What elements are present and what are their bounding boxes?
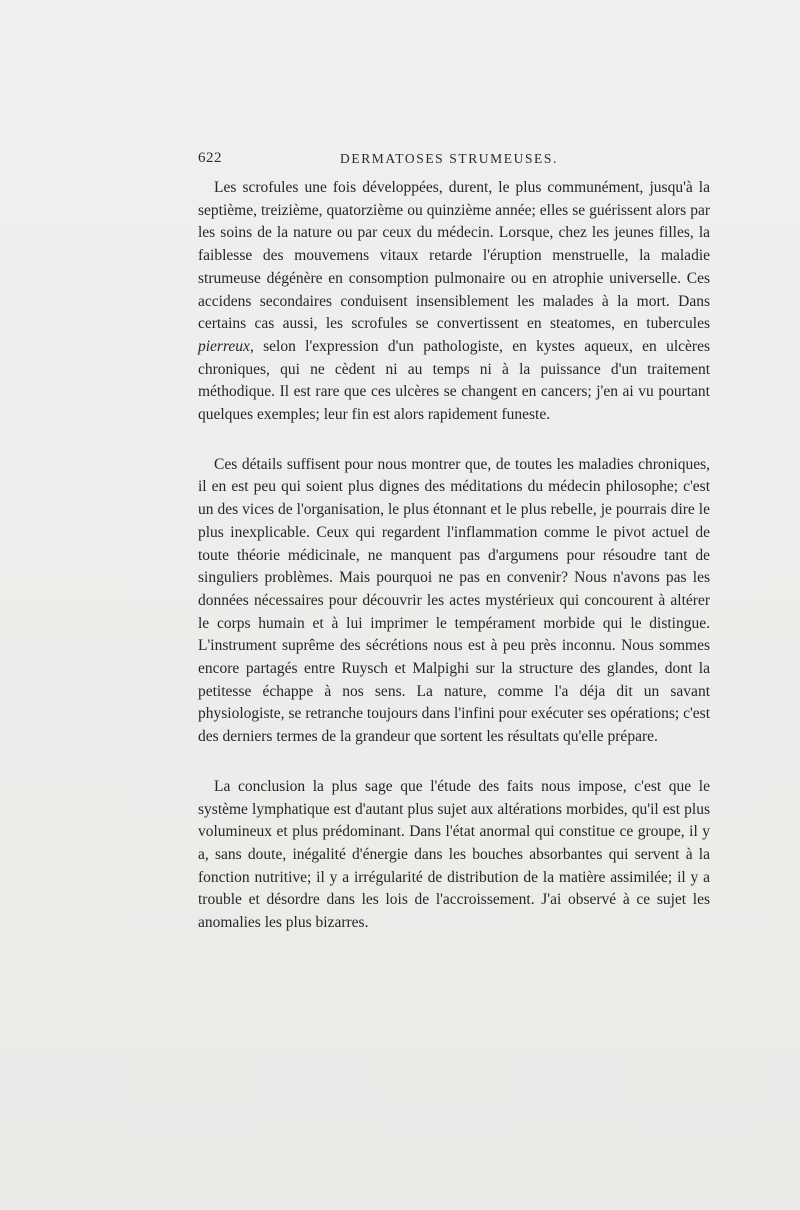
- paragraph-2-text: Ces détails suffisent pour nous montrer que, de toutes les maladies chroniques, il en est peu qui soient plus dignes des méditations du médecin philosophe; c'est un des vices de l'organisation, le plus étonnant et le plus rebelle, je pourrais dire le plus inexplicable. Ceux qui regardent l'inflammation comme le pivot actuel de toute théorie médicinale, ne manquent pas d'argumens pour résoudre tant de singuliers problèmes. Mais pourquoi ne pas en convenir? Nous n'avons pas les données nécessaires pour découvrir les actes mystérieux qui concourent à altérer le corps humain et à lui imprimer le tempérament morbide qui le distingue. L'instrument suprême des sécrétions nous est à peu près inconnu. Nous sommes encore partagés entre Ruysch et Malpighi sur la structure des glandes, dont la petitesse échappe à nos sens. La nature, comme l'a déja dit un savant physiologiste, se retranche toujours dans l'infini pour exécuter ses opérations; c'est des derniers termes de la grandeur que sortent les résultats qu'elle prépare.: [198, 455, 710, 746]
- body-text: [198, 177, 710, 935]
- paragraph-3-text: La conclusion la plus sage que l'étude des faits nous impose, c'est que le système lymphatique est d'autant plus sujet aux altérations morbides, qu'il est plus volumineux et plus prédominant. Dans l'état anormal qui constitue ce groupe, il y a, sans doute, inégalité d'énergie dans les bouches absorbantes qui servent à la fonction nutritive; il y a irrégularité de distribution de la matière assimilée; il y a trouble et désordre dans les lois de l'accroissement. J'ai observé à ce sujet les anomalies les plus bizarres.: [198, 777, 710, 932]
- paragraph-1-text-a: Les scrofules une fois développées, durent, le plus communément, jusqu'à la septième, treizième, quatorzième ou quinzième année; elles se guérissent alors par les soins de la nature ou par ceux du médecin. Lorsque, chez les jeunes filles, la faiblesse des mouvemens vitaux retarde l'éruption menstruelle, la maladie strumeuse dégénère en consomption pulmonaire ou en atrophie universelle. Ces accidens secondaires conduisent insensiblement les malades à la mort. Dans certains cas aussi, les scrofules se convertissent en steatomes, en tubercules: [198, 179, 710, 333]
- running-head: [198, 150, 710, 174]
- page-number: 622: [198, 150, 222, 166]
- paragraph-1-italic-word: pierreux: [198, 337, 250, 355]
- paragraph-3: [198, 776, 710, 935]
- paragraph-2: [198, 454, 710, 749]
- paragraph-1: [198, 177, 710, 427]
- paragraph-1-text-b: , selon l'expression d'un pathologiste, en kystes aqueux, en ulcères chroniques, qui ne cèdent ni au temps ni à la puissance d'un traitement méthodique. Il est rare que ces ulcères se changent en cancers; j'en ai vu pourtant quelques exemples; leur fin est alors rapidement funeste.: [198, 337, 710, 424]
- running-title: DERMATOSES STRUMEUSES.: [340, 151, 558, 166]
